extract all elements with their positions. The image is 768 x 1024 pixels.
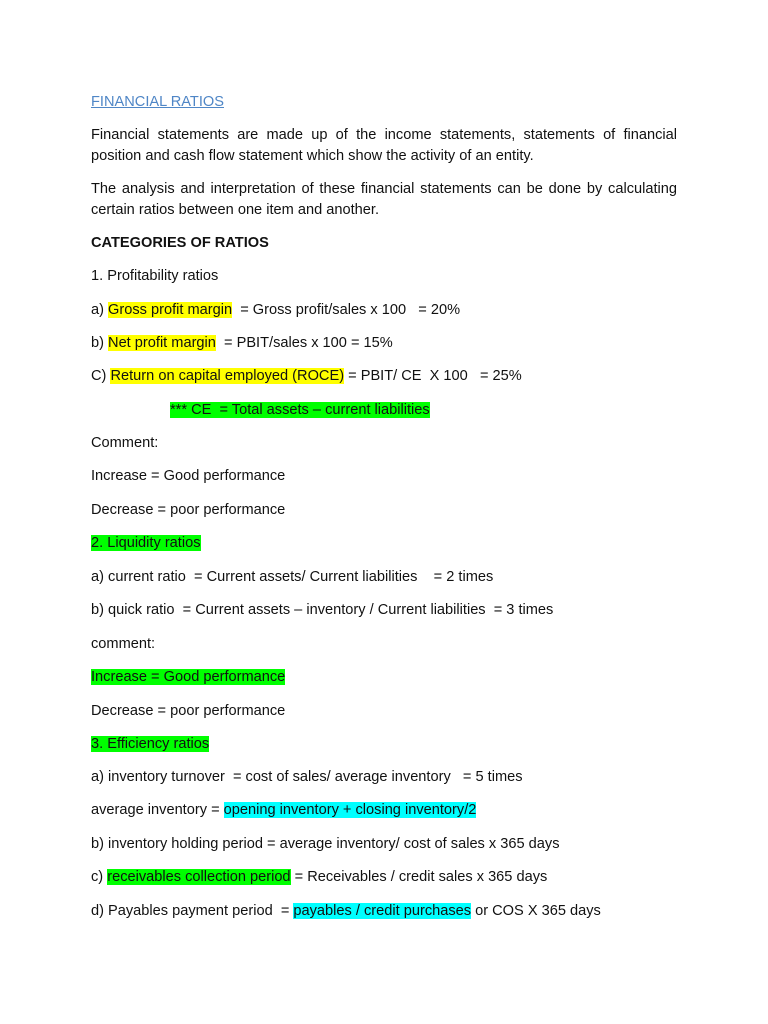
inventory-holding-period-line: b) inventory holding period = average inventory/ cost of sales x 365 days [91, 836, 560, 852]
item-prefix: a) [91, 302, 109, 318]
item-prefix: C) [91, 368, 111, 384]
gross-profit-margin-line [91, 302, 460, 319]
profitability-heading: 1. Profitability ratios [91, 268, 219, 284]
gross-profit-margin-term: Gross profit margin [108, 302, 233, 318]
efficiency-heading: 3. Efficiency ratios [91, 736, 210, 752]
inventory-turnover-line: a) inventory turnover = cost of sales/ average inventory = 5 times [91, 769, 523, 785]
intro-paragraph-1: Financial statements are made up of the income statements, statements of financial position and cash flow statement which show the activity of an entity. [91, 127, 677, 164]
average-inventory-label: average inventory = [91, 802, 224, 818]
profitability-decrease: Decrease = poor performance [91, 502, 286, 518]
ce-note-line [170, 402, 430, 419]
intro-paragraph-2: The analysis and interpretation of these financial statements can be done by calculating certain ratios between one item and another. [91, 181, 677, 218]
quick-ratio-line: b) quick ratio = Current assets – inventory / Current liabilities = 3 times [91, 602, 554, 618]
net-profit-margin-term: Net profit margin [108, 335, 216, 351]
liquidity-increase-line [91, 669, 285, 686]
categories-heading: CATEGORIES OF RATIOS [91, 235, 269, 251]
liquidity-decrease: Decrease = poor performance [91, 703, 286, 719]
item-prefix: b) [91, 335, 109, 351]
ce-note: *** CE = Total assets – current liabilities [170, 402, 430, 418]
liquidity-heading: 2. Liquidity ratios [91, 535, 201, 551]
gross-profit-margin-formula: = Gross profit/sales x 100 = 20% [232, 302, 461, 318]
average-inventory-formula: opening inventory + closing inventory/2 [223, 802, 477, 818]
current-ratio-line: a) current ratio = Current assets/ Current liabilities = 2 times [91, 569, 494, 585]
receivables-collection-line [91, 869, 547, 886]
roce-term: Return on capital employed (ROCE) [110, 368, 345, 384]
item-prefix: c) [91, 869, 108, 885]
roce-formula: = PBIT/ CE X 100 = 25% [344, 368, 522, 384]
payables-payment-label: d) Payables payment period = [91, 903, 294, 919]
profitability-increase: Increase = Good performance [91, 468, 286, 484]
net-profit-margin-line [91, 335, 393, 352]
roce-line [91, 368, 522, 385]
net-profit-margin-formula: = PBIT/sales x 100 = 15% [215, 335, 393, 351]
payables-payment-formula: or COS X 365 days [471, 903, 601, 919]
liquidity-increase: Increase = Good performance [91, 669, 286, 685]
liquidity-heading-line [91, 535, 201, 552]
average-inventory-line [91, 802, 476, 819]
payables-payment-line [91, 903, 601, 920]
receivables-collection-term: receivables collection period [107, 869, 291, 885]
profitability-comment-label: Comment: [91, 435, 159, 451]
efficiency-heading-line [91, 736, 209, 753]
liquidity-comment-label: comment: [91, 636, 156, 652]
payables-payment-term: payables / credit purchases [293, 903, 472, 919]
receivables-collection-formula: = Receivables / credit sales x 365 days [290, 869, 548, 885]
document-title: FINANCIAL RATIOS [91, 94, 224, 110]
